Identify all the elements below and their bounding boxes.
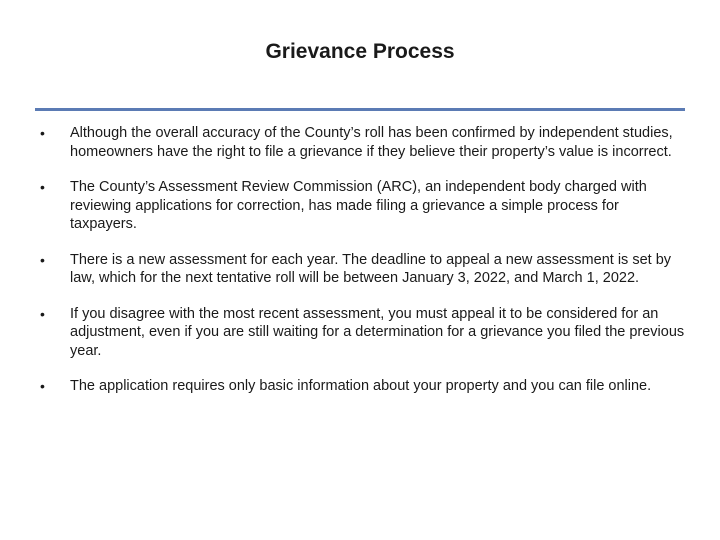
bullet-text: The application requires only basic information about your property and you can file online. bbox=[70, 378, 652, 394]
bullet-item bbox=[36, 124, 686, 161]
slide-title: Grievance Process bbox=[265, 40, 455, 63]
bullet-point-icon: • bbox=[40, 378, 45, 394]
bullet-list bbox=[36, 124, 686, 413]
bullet-text: The County’s Assessment Review Commission (ARC), an independent body charged with reviewing applications for correction, has made filing a grievance a simple process for taxpayers. bbox=[70, 179, 647, 232]
bullet-item bbox=[36, 305, 686, 361]
bullet-item bbox=[36, 377, 686, 396]
title-divider bbox=[35, 108, 685, 111]
bullet-point-icon: • bbox=[40, 179, 45, 195]
bullet-point-icon: • bbox=[40, 251, 45, 268]
bullet-item bbox=[36, 178, 686, 234]
bullet-text: Although the overall accuracy of the County’s roll has been confirmed by independent studies, homeowners have the right to file a grievance if they believe their property’s value is incorrect. bbox=[70, 125, 673, 160]
bullet-text: There is a new assessment for each year. The deadline to appeal a new assessment is set by law, which for the next tentative roll will be between January 3, 2022, and March 1, 2022. bbox=[70, 251, 672, 286]
bullet-point-icon: • bbox=[40, 305, 45, 322]
bullet-text: If you disagree with the most recent assessment, you must appeal it to be considered for an adjustment, even if you are still waiting for a determination for a grievance you filed the previous year. bbox=[70, 305, 685, 359]
bullet-item bbox=[36, 251, 686, 288]
bullet-point-icon: • bbox=[40, 125, 45, 141]
